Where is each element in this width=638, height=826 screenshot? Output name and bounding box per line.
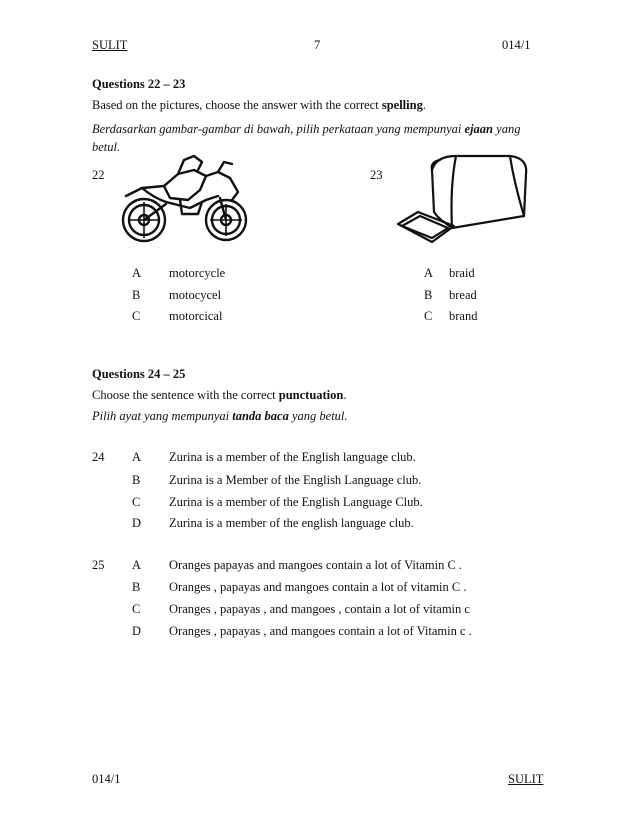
q25-option-c-text[interactable]: Oranges , papayas , and mangoes , contain a lot of vitamin c [169, 602, 470, 616]
instruction-ms-tanda-baca [92, 409, 348, 424]
instruction-text: Pilih ayat yang mempunyai [92, 409, 233, 423]
instruction-text: yang betul. [288, 409, 348, 423]
instruction-ms-ejaan [92, 120, 542, 156]
header-paper-code: 014/1 [502, 38, 531, 52]
q22-option-a-letter[interactable]: A [132, 266, 142, 280]
header-sulit-label: SULIT [92, 38, 128, 52]
instruction-text: . [343, 388, 347, 402]
q24-option-c-text[interactable]: Zurina is a member of the English Language Club. [169, 495, 423, 509]
instruction-text: Based on the pictures, choose the answer with the correct [92, 98, 382, 112]
section-title-24-25: Questions 24 – 25 [92, 367, 186, 381]
q23-option-a-letter[interactable]: A [424, 266, 434, 280]
question-number-24: 24 [92, 450, 105, 464]
q22-option-c-letter[interactable]: C [132, 309, 141, 323]
motorcycle-icon [120, 152, 250, 247]
q25-option-b-letter[interactable]: B [132, 580, 141, 594]
page-number: 7 [314, 38, 321, 52]
q25-option-a-text[interactable]: Oranges papayas and mangoes contain a lot of Vitamin C . [169, 558, 463, 572]
question-number-25: 25 [92, 558, 105, 572]
instruction-en-punctuation [92, 388, 346, 403]
q24-option-a-text[interactable]: Zurina is a member of the English language club. [169, 450, 416, 464]
footer-sulit-label: SULIT [508, 772, 544, 786]
footer-paper-code: 014/1 [92, 772, 121, 786]
q22-option-c-text[interactable]: motorcical [169, 309, 223, 323]
q24-option-d-text[interactable]: Zurina is a member of the english language club. [169, 516, 414, 530]
q23-option-b-letter[interactable]: B [424, 288, 433, 302]
instruction-text: yang betul. [92, 122, 521, 154]
q25-option-b-text[interactable]: Oranges , papayas and mangoes contain a lot of vitamin C . [169, 580, 467, 594]
instruction-keyword: ejaan [464, 122, 494, 136]
instruction-keyword: spelling [381, 98, 423, 112]
q25-option-d-text[interactable]: Oranges , papayas , and mangoes contain a lot of Vitamin c . [169, 624, 472, 638]
instruction-text: Choose the sentence with the correct [92, 388, 279, 402]
q22-option-b-letter[interactable]: B [132, 288, 141, 302]
instruction-text: Berdasarkan gambar-gambar di bawah, pilih perkataan yang mempunyai [92, 122, 465, 136]
question-number-23: 23 [370, 168, 383, 182]
q23-option-c-letter[interactable]: C [424, 309, 433, 323]
q23-option-a-text[interactable]: braid [449, 266, 475, 280]
instruction-text: . [422, 98, 426, 112]
q24-option-d-letter[interactable]: D [132, 516, 142, 530]
instruction-keyword: tanda baca [232, 409, 289, 423]
q23-option-c-text[interactable]: brand [449, 309, 478, 323]
q22-option-a-text[interactable]: motorcycle [169, 266, 226, 280]
q24-option-a-letter[interactable]: A [132, 450, 142, 464]
instruction-keyword: punctuation [278, 388, 344, 402]
q24-option-b-letter[interactable]: B [132, 473, 141, 487]
q24-option-b-text[interactable]: Zurina is a Member of the English Language club. [169, 473, 422, 487]
q25-option-d-letter[interactable]: D [132, 624, 142, 638]
q24-option-c-letter[interactable]: C [132, 495, 141, 509]
instruction-en-spelling [92, 98, 426, 113]
bread-icon [392, 152, 532, 247]
q23-option-b-text[interactable]: bread [449, 288, 477, 302]
question-number-22: 22 [92, 168, 105, 182]
q25-option-a-letter[interactable]: A [132, 558, 142, 572]
q25-option-c-letter[interactable]: C [132, 602, 141, 616]
section-title-22-23: Questions 22 – 23 [92, 77, 186, 91]
q22-option-b-text[interactable]: motocycel [169, 288, 222, 302]
